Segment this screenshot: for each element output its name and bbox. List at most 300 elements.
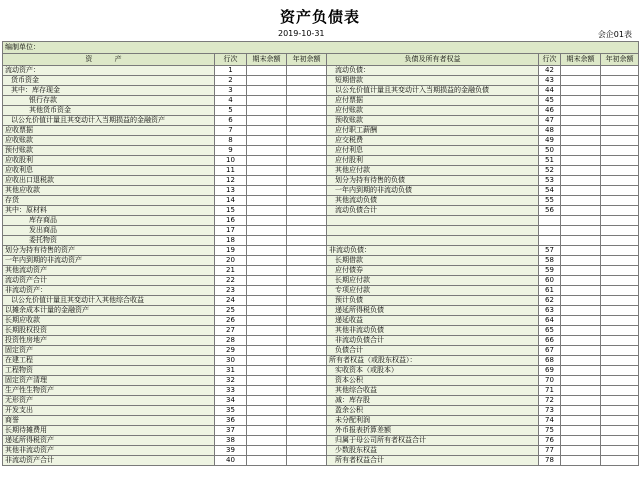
asset-row-no: 27 <box>215 326 247 336</box>
liability-end-balance[interactable] <box>561 186 601 196</box>
liability-begin-balance[interactable] <box>601 66 639 76</box>
asset-item: 固定资产清理 <box>3 376 215 386</box>
form-code: 会企01表 <box>597 30 632 39</box>
asset-end-balance[interactable] <box>247 386 287 396</box>
liability-end-balance[interactable] <box>561 66 601 76</box>
table-row <box>3 396 639 406</box>
asset-begin-balance[interactable] <box>287 76 327 86</box>
liability-begin-balance[interactable] <box>601 176 639 186</box>
table-row <box>3 166 639 176</box>
table-row <box>3 106 639 116</box>
asset-end-balance[interactable] <box>247 416 287 426</box>
liability-end-balance[interactable] <box>561 396 601 406</box>
asset-begin-balance[interactable] <box>287 96 327 106</box>
liability-end-balance[interactable] <box>561 236 601 246</box>
liability-item: 预收账款 <box>327 116 539 126</box>
liability-begin-balance[interactable] <box>601 186 639 196</box>
table-row <box>3 216 639 226</box>
asset-item: 以摊余成本计量的金融资产 <box>3 306 215 316</box>
table-row <box>3 416 639 426</box>
asset-begin-balance[interactable] <box>287 276 327 286</box>
unit-row <box>3 42 639 54</box>
asset-begin-balance[interactable] <box>287 66 327 76</box>
asset-row-no: 16 <box>215 216 247 226</box>
liability-item: 以公允价值计量且其变动计入当期损益的金融负债 <box>327 86 539 96</box>
asset-row-no: 30 <box>215 356 247 366</box>
asset-row-no: 9 <box>215 146 247 156</box>
asset-begin-balance[interactable] <box>287 126 327 136</box>
asset-end-balance[interactable] <box>247 76 287 86</box>
asset-item: 以公允价值计量且其变动计入当期损益的金融资产 <box>3 116 215 126</box>
liability-item: 短期借款 <box>327 76 539 86</box>
liability-begin-balance[interactable] <box>601 416 639 426</box>
liability-begin-balance[interactable] <box>601 386 639 396</box>
asset-item: 递延所得税资产 <box>3 436 215 446</box>
col-header-begin-balance-2: 年初余额 <box>601 54 639 66</box>
liability-item: 资本公积 <box>327 376 539 386</box>
asset-begin-balance[interactable] <box>287 436 327 446</box>
asset-row-no: 22 <box>215 276 247 286</box>
liability-begin-balance[interactable] <box>601 216 639 226</box>
asset-end-balance[interactable] <box>247 186 287 196</box>
asset-row-no: 40 <box>215 456 247 466</box>
asset-end-balance[interactable] <box>247 156 287 166</box>
asset-end-balance[interactable] <box>247 456 287 466</box>
liability-begin-balance[interactable] <box>601 296 639 306</box>
liability-begin-balance[interactable] <box>601 76 639 86</box>
liability-begin-balance[interactable] <box>601 396 639 406</box>
col-header-end-balance: 期末余额 <box>247 54 287 66</box>
liability-end-balance[interactable] <box>561 146 601 156</box>
liability-end-balance[interactable] <box>561 166 601 176</box>
asset-begin-balance[interactable] <box>287 156 327 166</box>
asset-row-no: 4 <box>215 96 247 106</box>
liability-item: 预计负债 <box>327 296 539 306</box>
liability-row-no: 63 <box>539 306 561 316</box>
asset-item: 其他货币资金 <box>3 106 215 116</box>
liability-end-balance[interactable] <box>561 386 601 396</box>
table-row <box>3 406 639 416</box>
asset-begin-balance[interactable] <box>287 86 327 96</box>
liability-row-no: 66 <box>539 336 561 346</box>
asset-end-balance[interactable] <box>247 246 287 256</box>
asset-end-balance[interactable] <box>247 136 287 146</box>
liability-row-no: 71 <box>539 386 561 396</box>
liability-end-balance[interactable] <box>561 156 601 166</box>
liability-row-no: 46 <box>539 106 561 116</box>
col-header-row-no: 行次 <box>215 54 247 66</box>
asset-end-balance[interactable] <box>247 86 287 96</box>
balance-sheet-table <box>2 41 639 466</box>
liability-row-no: 64 <box>539 316 561 326</box>
asset-end-balance[interactable] <box>247 406 287 416</box>
asset-row-no: 20 <box>215 256 247 266</box>
liability-row-no: 51 <box>539 156 561 166</box>
asset-end-balance[interactable] <box>247 336 287 346</box>
liability-end-balance[interactable] <box>561 226 601 236</box>
asset-item: 开发支出 <box>3 406 215 416</box>
liability-end-balance[interactable] <box>561 216 601 226</box>
liability-row-no: 54 <box>539 186 561 196</box>
asset-begin-balance[interactable] <box>287 426 327 436</box>
liability-item: 应付利息 <box>327 146 539 156</box>
asset-end-balance[interactable] <box>247 306 287 316</box>
asset-item: 工程物资 <box>3 366 215 376</box>
liability-begin-balance[interactable] <box>601 116 639 126</box>
asset-end-balance[interactable] <box>247 166 287 176</box>
liability-end-balance[interactable] <box>561 76 601 86</box>
liability-item: 应付账款 <box>327 106 539 116</box>
liability-begin-balance[interactable] <box>601 426 639 436</box>
asset-begin-balance[interactable] <box>287 326 327 336</box>
asset-end-balance[interactable] <box>247 176 287 186</box>
liability-begin-balance[interactable] <box>601 106 639 116</box>
asset-end-balance[interactable] <box>247 396 287 406</box>
asset-begin-balance[interactable] <box>287 316 327 326</box>
liability-row-no: 67 <box>539 346 561 356</box>
liability-begin-balance[interactable] <box>601 306 639 316</box>
liability-row-no: 50 <box>539 146 561 156</box>
report-date: 2019-10-31 <box>278 29 325 38</box>
asset-end-balance[interactable] <box>247 106 287 116</box>
table-row <box>3 366 639 376</box>
liability-end-balance[interactable] <box>561 126 601 136</box>
liability-begin-balance[interactable] <box>601 86 639 96</box>
asset-begin-balance[interactable] <box>287 376 327 386</box>
liability-end-balance[interactable] <box>561 246 601 256</box>
liability-end-balance[interactable] <box>561 336 601 346</box>
asset-end-balance[interactable] <box>247 236 287 246</box>
asset-begin-balance[interactable] <box>287 256 327 266</box>
liability-end-balance[interactable] <box>561 266 601 276</box>
liability-begin-balance[interactable] <box>601 406 639 416</box>
asset-begin-balance[interactable] <box>287 296 327 306</box>
asset-end-balance[interactable] <box>247 316 287 326</box>
liability-row-no: 75 <box>539 426 561 436</box>
table-row <box>3 236 639 246</box>
liability-begin-balance[interactable] <box>601 196 639 206</box>
asset-begin-balance[interactable] <box>287 356 327 366</box>
asset-row-no: 15 <box>215 206 247 216</box>
asset-begin-balance[interactable] <box>287 456 327 466</box>
liability-end-balance[interactable] <box>561 456 601 466</box>
asset-end-balance[interactable] <box>247 116 287 126</box>
asset-end-balance[interactable] <box>247 66 287 76</box>
asset-begin-balance[interactable] <box>287 236 327 246</box>
liability-end-balance[interactable] <box>561 106 601 116</box>
asset-row-no: 1 <box>215 66 247 76</box>
asset-row-no: 12 <box>215 176 247 186</box>
asset-item: 委托物资 <box>3 236 215 246</box>
table-row <box>3 146 639 156</box>
liability-item: 外币报表折算差额 <box>327 426 539 436</box>
asset-row-no: 3 <box>215 86 247 96</box>
table-row <box>3 86 639 96</box>
asset-item: 货币资金 <box>3 76 215 86</box>
liability-begin-balance[interactable] <box>601 356 639 366</box>
liability-item: 递延所得税负债 <box>327 306 539 316</box>
liability-end-balance[interactable] <box>561 136 601 146</box>
unit-label: 编制单位： <box>3 42 639 54</box>
asset-item: 应收利息 <box>3 166 215 176</box>
asset-end-balance[interactable] <box>247 216 287 226</box>
liability-end-balance[interactable] <box>561 366 601 376</box>
liability-end-balance[interactable] <box>561 256 601 266</box>
liability-row-no: 70 <box>539 376 561 386</box>
liability-begin-balance[interactable] <box>601 456 639 466</box>
liability-row-no: 58 <box>539 256 561 266</box>
liability-begin-balance[interactable] <box>601 96 639 106</box>
liability-begin-balance[interactable] <box>601 336 639 346</box>
liability-begin-balance[interactable] <box>601 286 639 296</box>
liability-row-no: 56 <box>539 206 561 216</box>
liability-end-balance[interactable] <box>561 416 601 426</box>
asset-end-balance[interactable] <box>247 426 287 436</box>
liability-begin-balance[interactable] <box>601 276 639 286</box>
liability-end-balance[interactable] <box>561 376 601 386</box>
liability-begin-balance[interactable] <box>601 236 639 246</box>
liability-begin-balance[interactable] <box>601 126 639 136</box>
liability-end-balance[interactable] <box>561 116 601 126</box>
liability-end-balance[interactable] <box>561 96 601 106</box>
liability-row-no: 78 <box>539 456 561 466</box>
table-row <box>3 276 639 286</box>
liability-row-no: 65 <box>539 326 561 336</box>
table-row <box>3 436 639 446</box>
asset-end-balance[interactable] <box>247 256 287 266</box>
asset-end-balance[interactable] <box>247 226 287 236</box>
asset-begin-balance[interactable] <box>287 196 327 206</box>
table-row <box>3 76 639 86</box>
liability-begin-balance[interactable] <box>601 206 639 216</box>
asset-begin-balance[interactable] <box>287 146 327 156</box>
liability-row-no <box>539 236 561 246</box>
liability-begin-balance[interactable] <box>601 136 639 146</box>
liability-item: 负债合计 <box>327 346 539 356</box>
liability-begin-balance[interactable] <box>601 376 639 386</box>
asset-row-no: 14 <box>215 196 247 206</box>
liability-row-no: 53 <box>539 176 561 186</box>
asset-row-no: 35 <box>215 406 247 416</box>
asset-end-balance[interactable] <box>247 96 287 106</box>
liability-item: 实收资本（或股本） <box>327 366 539 376</box>
asset-begin-balance[interactable] <box>287 266 327 276</box>
liability-item: 长期应付款 <box>327 276 539 286</box>
liability-item <box>327 226 539 236</box>
asset-row-no: 29 <box>215 346 247 356</box>
liability-end-balance[interactable] <box>561 316 601 326</box>
header-row <box>3 54 639 66</box>
asset-begin-balance[interactable] <box>287 166 327 176</box>
liability-end-balance[interactable] <box>561 296 601 306</box>
liability-begin-balance[interactable] <box>601 166 639 176</box>
asset-end-balance[interactable] <box>247 356 287 366</box>
liability-begin-balance[interactable] <box>601 316 639 326</box>
asset-begin-balance[interactable] <box>287 386 327 396</box>
asset-item: 投资性房地产 <box>3 336 215 346</box>
asset-end-balance[interactable] <box>247 366 287 376</box>
asset-begin-balance[interactable] <box>287 336 327 346</box>
table-row <box>3 446 639 456</box>
liability-begin-balance[interactable] <box>601 346 639 356</box>
liability-end-balance[interactable] <box>561 176 601 186</box>
asset-row-no: 5 <box>215 106 247 116</box>
liability-row-no: 76 <box>539 436 561 446</box>
liability-begin-balance[interactable] <box>601 156 639 166</box>
asset-item: 流动资产： <box>3 66 215 76</box>
liability-item: 应交税费 <box>327 136 539 146</box>
asset-begin-balance[interactable] <box>287 406 327 416</box>
asset-item: 无形资产 <box>3 396 215 406</box>
asset-begin-balance[interactable] <box>287 346 327 356</box>
liability-item: 应付债券 <box>327 266 539 276</box>
liability-row-no: 77 <box>539 446 561 456</box>
liability-end-balance[interactable] <box>561 346 601 356</box>
col-header-asset: 资 产 <box>3 54 215 66</box>
liability-begin-balance[interactable] <box>601 256 639 266</box>
asset-row-no: 8 <box>215 136 247 146</box>
asset-row-no: 36 <box>215 416 247 426</box>
liability-item: 应付股利 <box>327 156 539 166</box>
asset-row-no: 19 <box>215 246 247 256</box>
asset-begin-balance[interactable] <box>287 206 327 216</box>
table-row <box>3 386 639 396</box>
asset-item: 银行存款 <box>3 96 215 106</box>
asset-begin-balance[interactable] <box>287 176 327 186</box>
liability-begin-balance[interactable] <box>601 326 639 336</box>
liability-end-balance[interactable] <box>561 426 601 436</box>
asset-item: 流动资产合计 <box>3 276 215 286</box>
liability-item: 应付职工薪酬 <box>327 126 539 136</box>
asset-end-balance[interactable] <box>247 206 287 216</box>
asset-row-no: 2 <box>215 76 247 86</box>
asset-end-balance[interactable] <box>247 376 287 386</box>
liability-item: 流动负债： <box>327 66 539 76</box>
col-header-end-balance-2: 期末余额 <box>561 54 601 66</box>
asset-begin-balance[interactable] <box>287 216 327 226</box>
asset-row-no: 33 <box>215 386 247 396</box>
asset-item: 应收票据 <box>3 126 215 136</box>
liability-begin-balance[interactable] <box>601 366 639 376</box>
asset-begin-balance[interactable] <box>287 116 327 126</box>
table-row <box>3 376 639 386</box>
liability-end-balance[interactable] <box>561 356 601 366</box>
table-row <box>3 286 639 296</box>
asset-item: 应收股利 <box>3 156 215 166</box>
liability-end-balance[interactable] <box>561 326 601 336</box>
liability-item: 其他应付款 <box>327 166 539 176</box>
asset-end-balance[interactable] <box>247 146 287 156</box>
liability-row-no: 52 <box>539 166 561 176</box>
asset-begin-balance[interactable] <box>287 246 327 256</box>
liability-item: 专项应付款 <box>327 286 539 296</box>
asset-row-no: 13 <box>215 186 247 196</box>
asset-begin-balance[interactable] <box>287 446 327 456</box>
table-row <box>3 426 639 436</box>
liability-end-balance[interactable] <box>561 446 601 456</box>
asset-begin-balance[interactable] <box>287 106 327 116</box>
liability-begin-balance[interactable] <box>601 266 639 276</box>
table-row <box>3 356 639 366</box>
table-row <box>3 456 639 466</box>
table-row <box>3 126 639 136</box>
liability-begin-balance[interactable] <box>601 146 639 156</box>
asset-row-no: 34 <box>215 396 247 406</box>
asset-item: 应收账款 <box>3 136 215 146</box>
asset-item: 以公允价值计量且其变动计入其他综合收益 <box>3 296 215 306</box>
col-header-liabilities: 负债及所有者权益 <box>327 54 539 66</box>
table-row <box>3 336 639 346</box>
liability-row-no: 74 <box>539 416 561 426</box>
liability-row-no: 68 <box>539 356 561 366</box>
table-row <box>3 266 639 276</box>
asset-item: 存货 <box>3 196 215 206</box>
asset-end-balance[interactable] <box>247 266 287 276</box>
liability-end-balance[interactable] <box>561 86 601 96</box>
liability-end-balance[interactable] <box>561 406 601 416</box>
liability-end-balance[interactable] <box>561 286 601 296</box>
liability-item: 所有者权益合计 <box>327 456 539 466</box>
asset-begin-balance[interactable] <box>287 416 327 426</box>
liability-begin-balance[interactable] <box>601 246 639 256</box>
table-row <box>3 96 639 106</box>
asset-begin-balance[interactable] <box>287 286 327 296</box>
asset-row-no: 26 <box>215 316 247 326</box>
asset-end-balance[interactable] <box>247 126 287 136</box>
liability-end-balance[interactable] <box>561 306 601 316</box>
liability-item: 所有者权益（或股东权益）： <box>327 356 539 366</box>
asset-end-balance[interactable] <box>247 326 287 336</box>
asset-row-no: 28 <box>215 336 247 346</box>
asset-begin-balance[interactable] <box>287 186 327 196</box>
asset-end-balance[interactable] <box>247 346 287 356</box>
asset-item: 划分为持有待售的资产 <box>3 246 215 256</box>
asset-end-balance[interactable] <box>247 286 287 296</box>
asset-end-balance[interactable] <box>247 276 287 286</box>
liability-row-no: 44 <box>539 86 561 96</box>
asset-row-no: 38 <box>215 436 247 446</box>
liability-begin-balance[interactable] <box>601 436 639 446</box>
asset-end-balance[interactable] <box>247 196 287 206</box>
liability-item <box>327 236 539 246</box>
asset-begin-balance[interactable] <box>287 396 327 406</box>
liability-item: 少数股东权益 <box>327 446 539 456</box>
liability-end-balance[interactable] <box>561 196 601 206</box>
liability-begin-balance[interactable] <box>601 446 639 456</box>
asset-item: 其中：库存现金 <box>3 86 215 96</box>
asset-row-no: 23 <box>215 286 247 296</box>
liability-item: 其他综合收益 <box>327 386 539 396</box>
asset-begin-balance[interactable] <box>287 306 327 316</box>
asset-end-balance[interactable] <box>247 296 287 306</box>
asset-begin-balance[interactable] <box>287 136 327 146</box>
liability-row-no: 61 <box>539 286 561 296</box>
asset-item: 预付账款 <box>3 146 215 156</box>
liability-begin-balance[interactable] <box>601 226 639 236</box>
asset-end-balance[interactable] <box>247 436 287 446</box>
asset-row-no: 11 <box>215 166 247 176</box>
asset-begin-balance[interactable] <box>287 226 327 236</box>
liability-item: 归属于母公司所有者权益合计 <box>327 436 539 446</box>
asset-row-no: 25 <box>215 306 247 316</box>
liability-end-balance[interactable] <box>561 436 601 446</box>
asset-item: 固定资产 <box>3 346 215 356</box>
liability-item: 应付票据 <box>327 96 539 106</box>
asset-begin-balance[interactable] <box>287 366 327 376</box>
asset-end-balance[interactable] <box>247 446 287 456</box>
liability-end-balance[interactable] <box>561 276 601 286</box>
liability-end-balance[interactable] <box>561 206 601 216</box>
